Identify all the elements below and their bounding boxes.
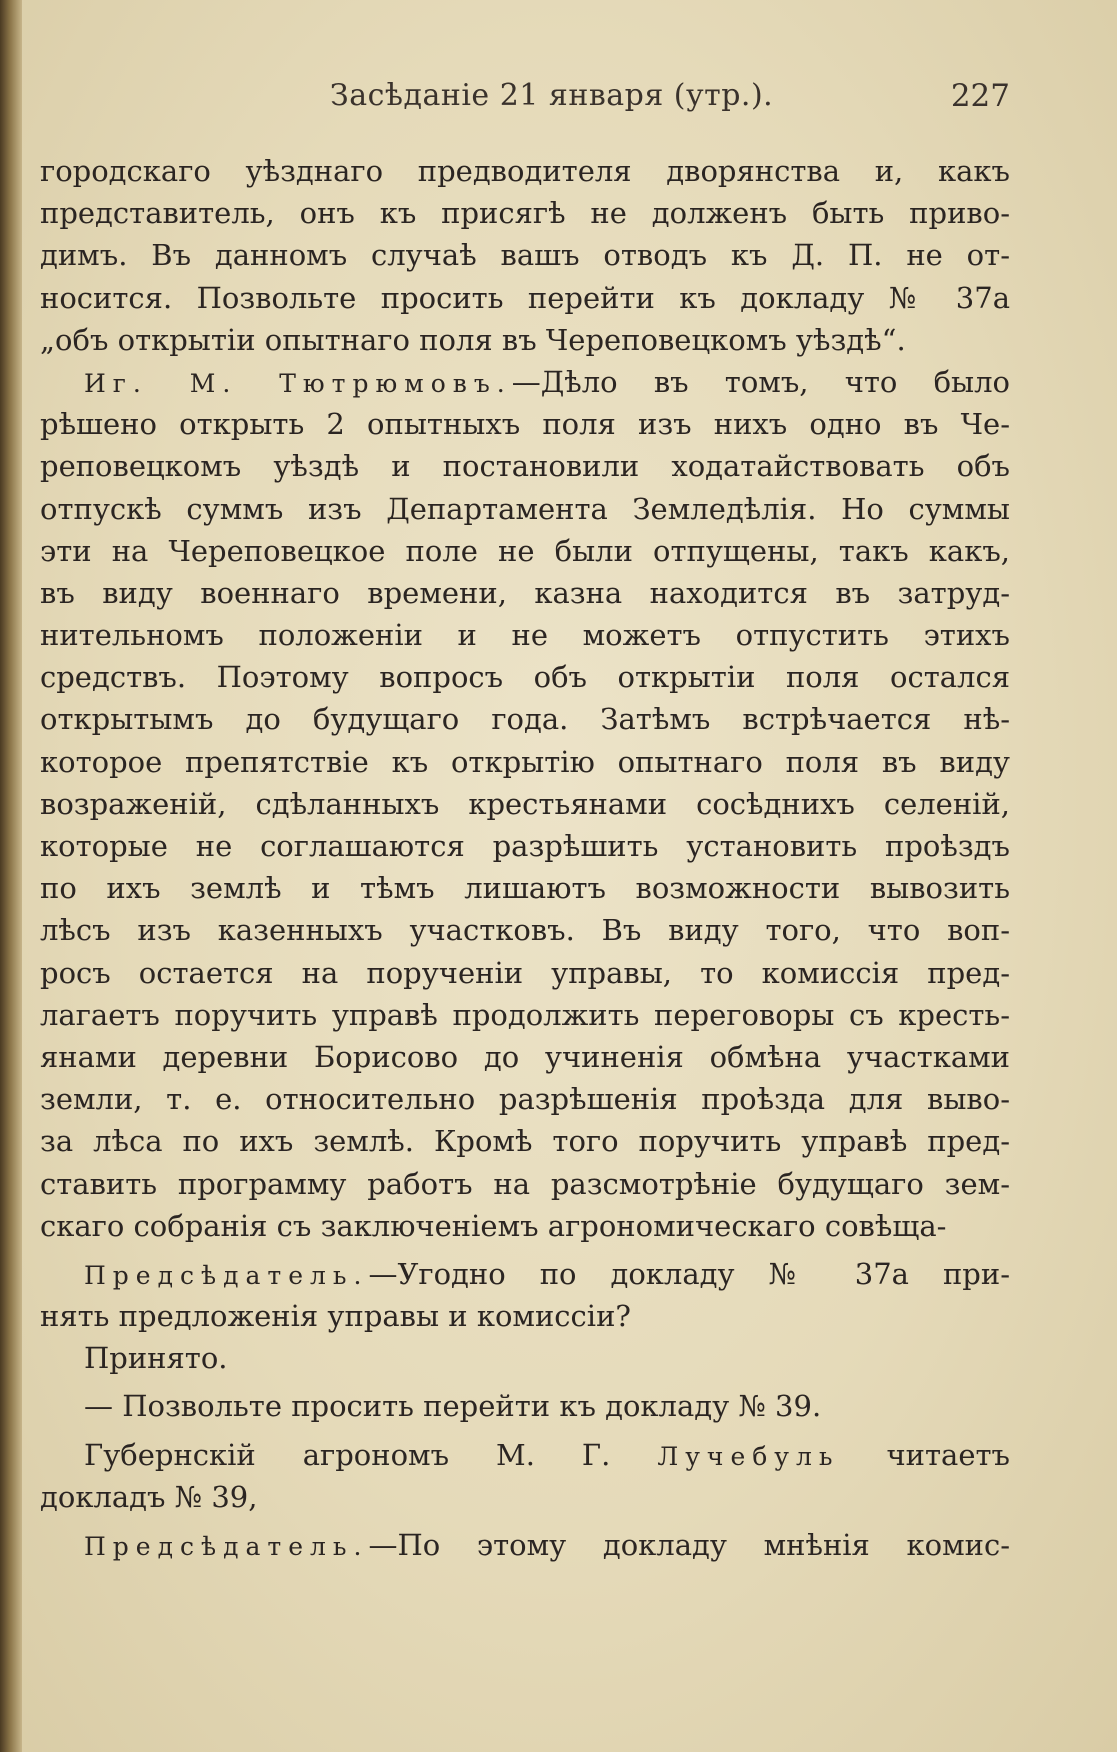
speaker-name: Иг. М. Тютрюмовъ. (84, 368, 512, 398)
text-line: скаго собранія съ заключеніемъ агрономическаго совѣща- (40, 1208, 947, 1243)
text-line: Принято. (84, 1341, 228, 1376)
text-line: димъ. Въ данномъ случаѣ вашъ отводъ къ Д. П. не от- (40, 238, 1010, 273)
paragraph-7 (40, 1524, 1010, 1566)
text-line: земли, т. е. относительно разрѣшенія проѣзда для выво- (40, 1082, 1010, 1117)
text-line: ставить программу работъ на разсмотрѣніе будущаго зем- (40, 1166, 1010, 1201)
text-line: янами деревни Борисово до учиненія обмѣна участками (40, 1039, 1010, 1074)
text-line: которые не соглашаются разрѣшить установить проѣздъ (40, 829, 1010, 863)
body-text (40, 150, 1010, 1566)
text-line: „объ открытіи опытнаго поля въ Череповецкомъ уѣздѣ“. (40, 322, 906, 357)
text-line: по ихъ землѣ и тѣмъ лишаютъ возможности вывозить (40, 871, 1010, 906)
text-line: нять предложенія управы и комиссіи? (40, 1299, 631, 1334)
book-spine-shadow (0, 0, 22, 1752)
paragraph-4 (40, 1337, 1010, 1379)
text-line: представитель, онъ къ присягѣ не долженъ быть приво- (40, 196, 1010, 231)
paragraph-1 (40, 150, 1010, 361)
text-line: которое препятствіе къ открытію опытнаго поля въ виду (40, 744, 1010, 779)
text-line: реповецкомъ уѣздѣ и постановили ходатайствовать объ (40, 449, 1010, 484)
text-line (40, 1434, 1010, 1476)
paragraph-6 (40, 1434, 1010, 1518)
text-line: эти на Череповецкое поле не были отпущены, такъ какъ, (40, 533, 1010, 568)
text-line (40, 1524, 1010, 1566)
text-line: городскаго уѣзднаго предводителя дворянства и, какъ (40, 154, 1010, 188)
text-line: открытымъ до будущаго года. Затѣмъ встрѣчается нѣ- (40, 702, 1010, 737)
speech-text: Губернскій агрономъ М. Г. (84, 1437, 658, 1472)
speech-text: —Дѣло въ томъ, что было (511, 364, 1010, 399)
text-line: отпускѣ суммъ изъ Департамента Земледѣлія. Но суммы (40, 491, 1010, 526)
speaker-name: Лучебуль (657, 1441, 840, 1471)
header-title: Засѣданіе 21 января (утр.). (330, 78, 774, 113)
text-line: возраженій, сдѣланныхъ крестьянами сосѣднихъ селеній, (40, 786, 1010, 821)
text-line: рѣшено открыть 2 опытныхъ поля изъ нихъ одно въ Че- (40, 407, 1010, 442)
paragraph-2 (40, 361, 1010, 1247)
speech-text: читаетъ (839, 1437, 1010, 1472)
text-line: нительномъ положеніи и не можетъ отпустить этихъ (40, 618, 1010, 653)
text-line: за лѣса по ихъ землѣ. Кромѣ того поручить управѣ пред- (40, 1124, 1010, 1159)
text-line: докладъ № 39, (40, 1479, 258, 1514)
text-line: въ виду военнаго времени, казна находится въ затруд- (40, 575, 1010, 610)
text-line (40, 1253, 1010, 1295)
text-line: носится. Позвольте просить перейти къ докладу № 37а (40, 280, 1010, 315)
speech-text: —По этому докладу мнѣнія комис- (368, 1528, 1010, 1562)
running-header (40, 78, 1010, 118)
text-line (40, 361, 1010, 403)
text-line: росъ остается на порученіи управы, то комиссія пред- (40, 955, 1010, 990)
speech-text: —Угодно по докладу № 37а при- (368, 1256, 1010, 1291)
speaker-name: Предсѣдатель. (84, 1532, 369, 1561)
text-line: средствъ. Поэтому вопросъ объ открытіи поля остался (40, 660, 1010, 695)
paragraph-3 (40, 1253, 1010, 1337)
text-line: — Позвольте просить перейти къ докладу № 39. (84, 1389, 822, 1424)
paragraph-5 (40, 1385, 1010, 1427)
speaker-name: Предсѣдатель. (84, 1260, 369, 1290)
text-line: лагаетъ поручить управѣ продолжить переговоры съ кресть- (40, 997, 1010, 1032)
text-line: лѣсъ изъ казенныхъ участковъ. Въ виду того, что воп- (40, 913, 1010, 948)
page-number: 227 (950, 78, 1010, 114)
